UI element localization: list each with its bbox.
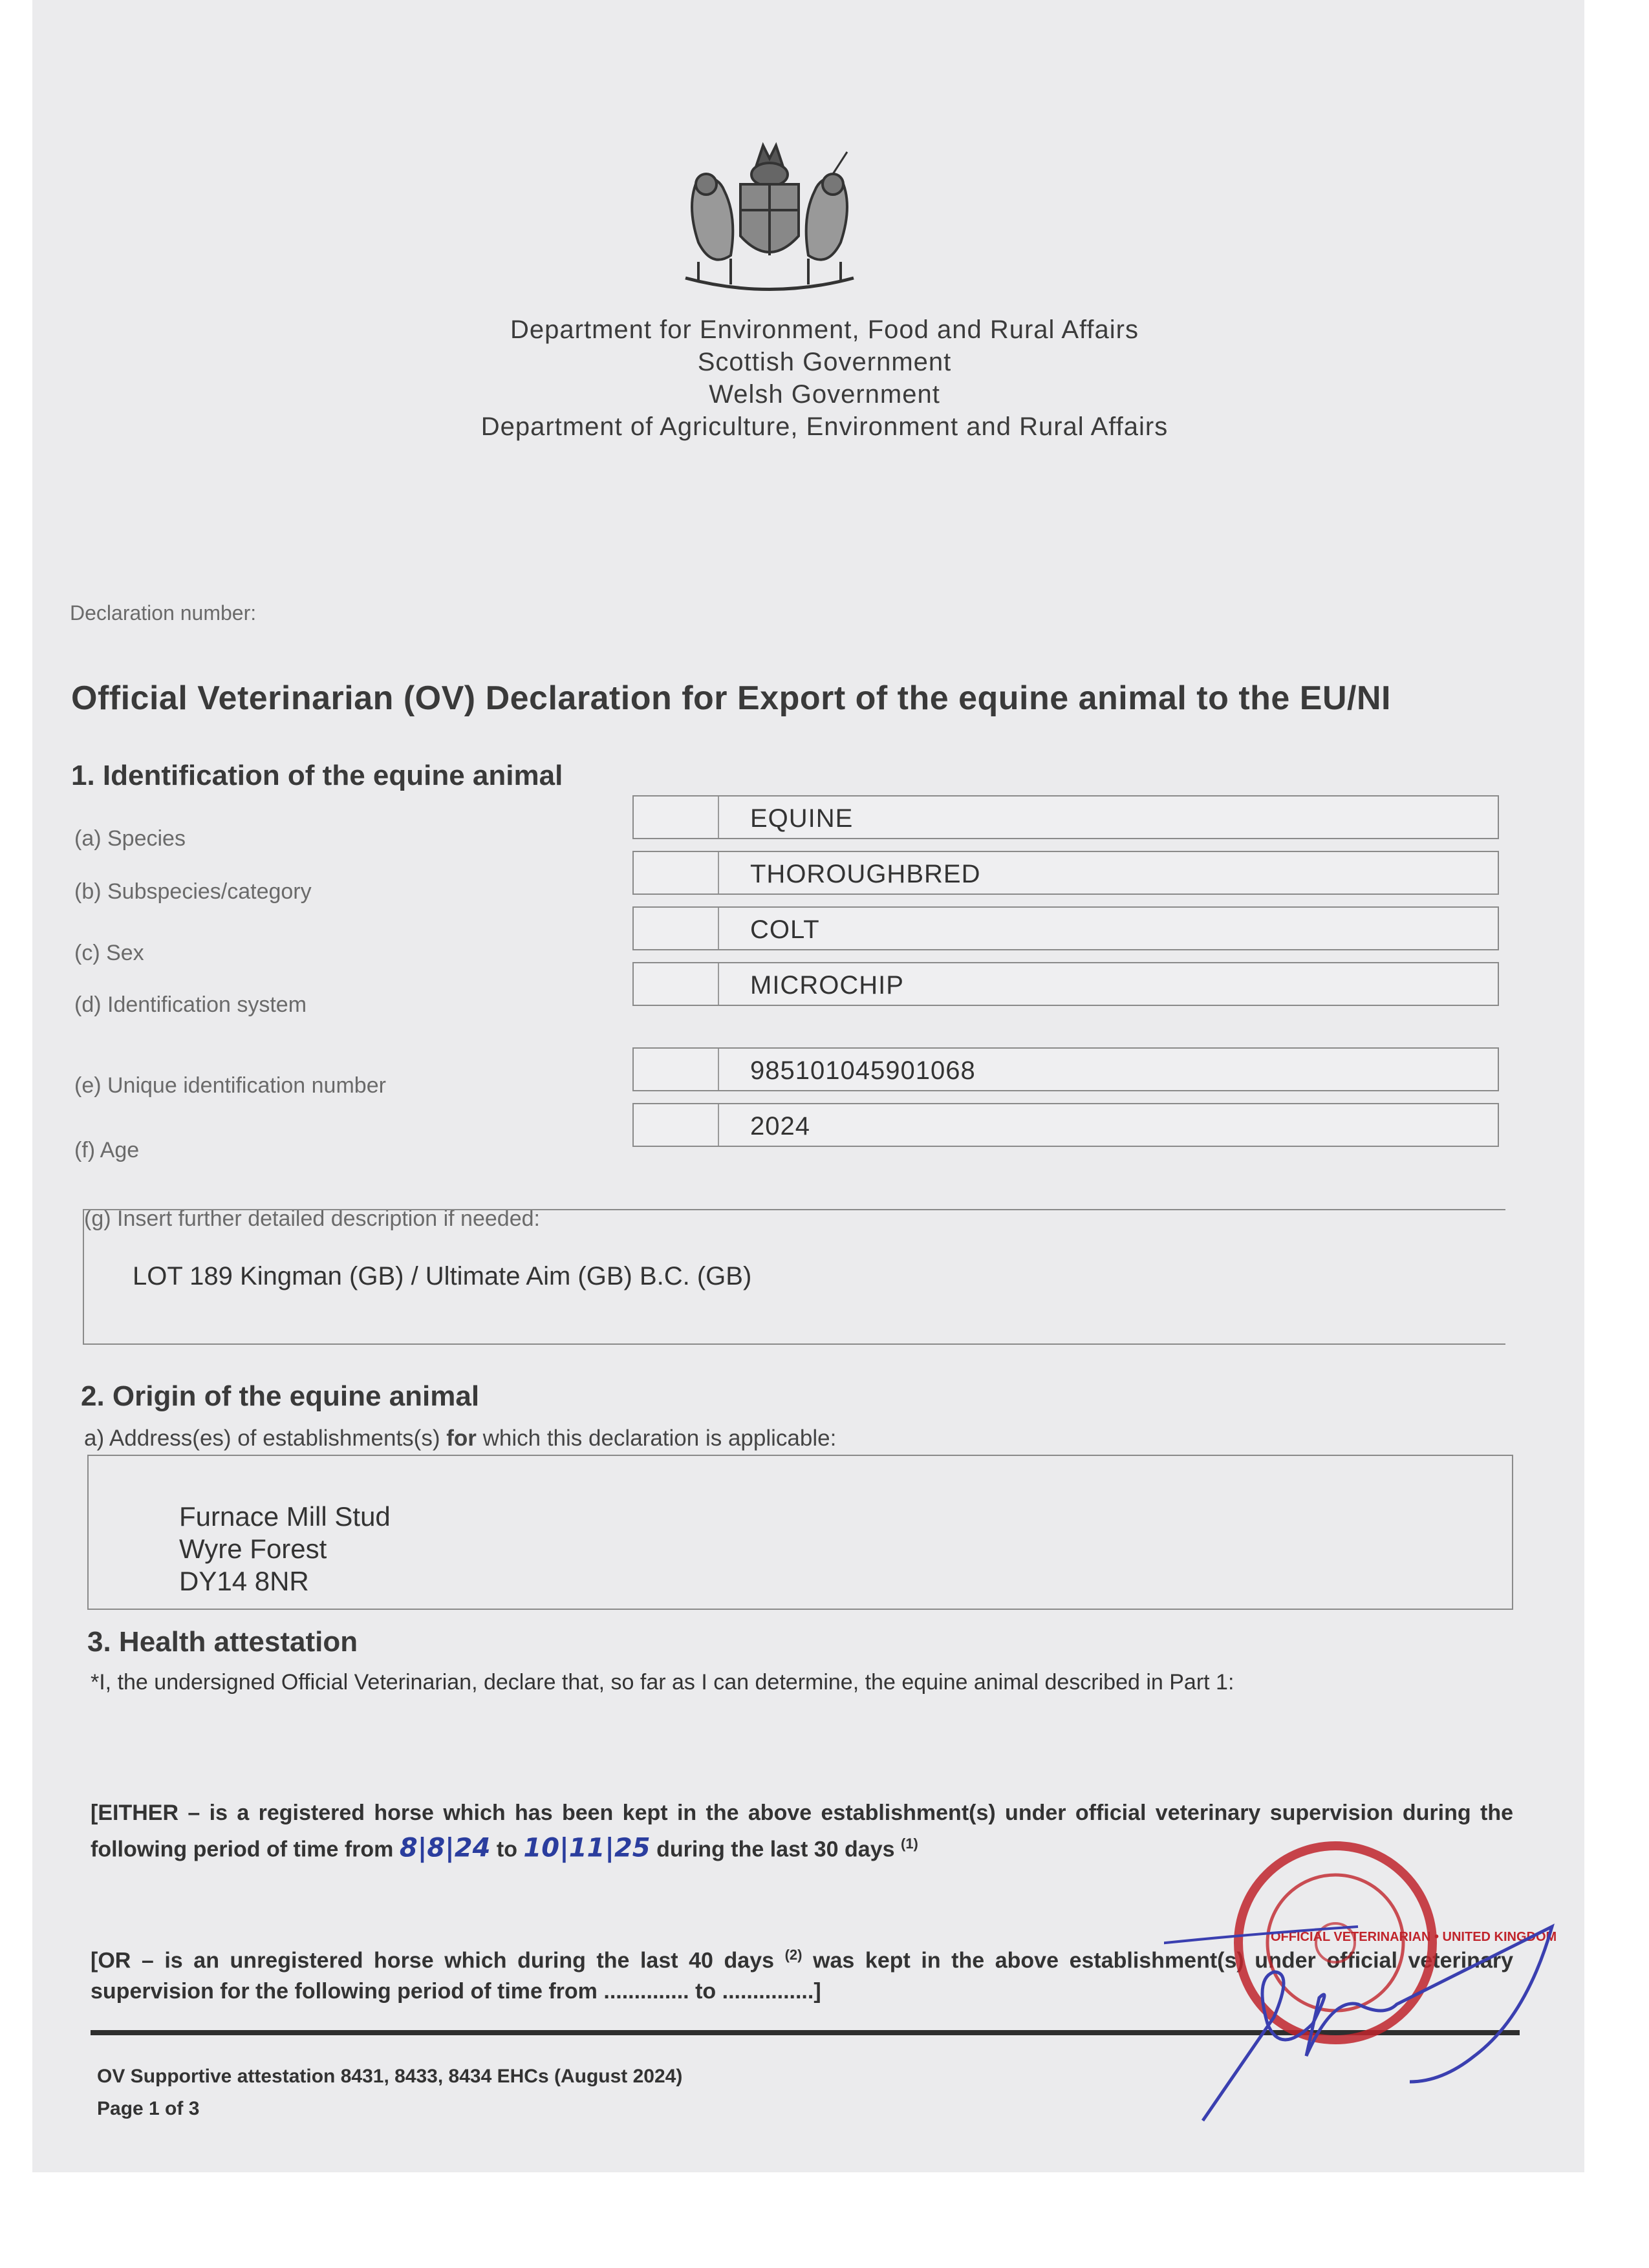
page-title: Official Veterinarian (OV) Declaration for Export of the equine animal to the EU/NI (71, 679, 1391, 717)
unique-id-label: (e) Unique identification number (74, 1073, 386, 1098)
health-attestation-intro: *I, the undersigned Official Veterinarian, declare that, so far as I can determine, the equine animal described in Part 1: (91, 1670, 1234, 1695)
or-text-a: [OR – is an unregistered horse which during the last 40 days (91, 1948, 775, 1973)
header-line-3: Welsh Government (709, 380, 940, 409)
sex-field (632, 906, 1499, 950)
identification-system-label: (d) Identification system (74, 992, 307, 1017)
address-line-3: DY14 8NR (179, 1566, 309, 1596)
description-label: (g) Insert further detailed description if needed: (84, 1206, 540, 1231)
or-text-b: was kept in the above establishment(s) under official veterinary supervision for the following period of time from (91, 1948, 1514, 2004)
or-dots-to: ...............] (722, 1979, 821, 2004)
subspecies-field (632, 851, 1499, 895)
species-value: EQUINE (750, 804, 854, 833)
age-value: 2024 (750, 1112, 810, 1140)
either-from-date: 8|8|24 (399, 1833, 491, 1863)
sex-label: (c) Sex (74, 941, 144, 965)
footer-line-2: Page 1 of 3 (97, 2098, 200, 2119)
species-label: (a) Species (74, 826, 186, 851)
or-footnote-ref: (2) (784, 1947, 803, 1963)
age-field (632, 1103, 1499, 1147)
royal-coat-of-arms-icon (660, 139, 879, 304)
header-line-2: Scottish Government (697, 348, 952, 376)
section1-heading: 1. Identification of the equine animal (71, 760, 563, 791)
footer-line-1: OV Supportive attestation 8431, 8433, 8434 EHCs (August 2024) (97, 2066, 683, 2087)
identification-system-value: MICROCHIP (750, 971, 904, 1000)
sex-value: COLT (750, 915, 820, 944)
address-line-2: Wyre Forest (179, 1534, 327, 1564)
signature-icon (1164, 1888, 1578, 2146)
identification-system-field (632, 962, 1499, 1006)
unique-id-value: 985101045901068 (750, 1056, 976, 1085)
address-box (87, 1455, 1513, 1610)
header-line-4: Department of Agriculture, Environment and Rural Affairs (480, 412, 1169, 441)
address-label-part-a: a) Address(es) of establishments(s) (84, 1426, 440, 1451)
section3-heading: 3. Health attestation (87, 1626, 358, 1658)
either-to-word: to (496, 1837, 517, 1862)
subspecies-value: THOROUGHBRED (750, 860, 981, 888)
section2-heading: 2. Origin of the equine animal (81, 1380, 480, 1412)
declaration-number-label: Declaration number: (70, 601, 257, 625)
either-text-b: during the last 30 days (656, 1837, 895, 1862)
age-label: (f) Age (74, 1138, 140, 1162)
unique-id-field (632, 1047, 1499, 1091)
description-value: LOT 189 Kingman (GB) / Ultimate Aim (GB) B.C. (GB) (133, 1262, 752, 1290)
header-line-1: Department for Environment, Food and Rural Affairs (510, 316, 1139, 344)
species-field (632, 795, 1499, 839)
subspecies-label: (b) Subspecies/category (74, 879, 312, 904)
or-dots-from: .............. (603, 1979, 689, 2004)
either-to-date: 10|11|25 (523, 1833, 651, 1863)
description-box (83, 1209, 1505, 1345)
or-to-word: to (695, 1979, 717, 2004)
stamp-text: OFFICIAL VETERINARIAN • UNITED KINGDOM (1271, 1930, 1557, 1944)
either-footnote-ref: (1) (901, 1835, 918, 1852)
address-label (84, 1426, 836, 1451)
either-text-a: [EITHER – is a registered horse which has been kept in the above establishment(s) under official veterinary supervision during the following period of time from (91, 1801, 1513, 1862)
address-label-part-c: which this declaration is applicable: (482, 1426, 837, 1451)
address-label-part-b: for (446, 1426, 477, 1451)
address-line-1: Furnace Mill Stud (179, 1501, 391, 1532)
